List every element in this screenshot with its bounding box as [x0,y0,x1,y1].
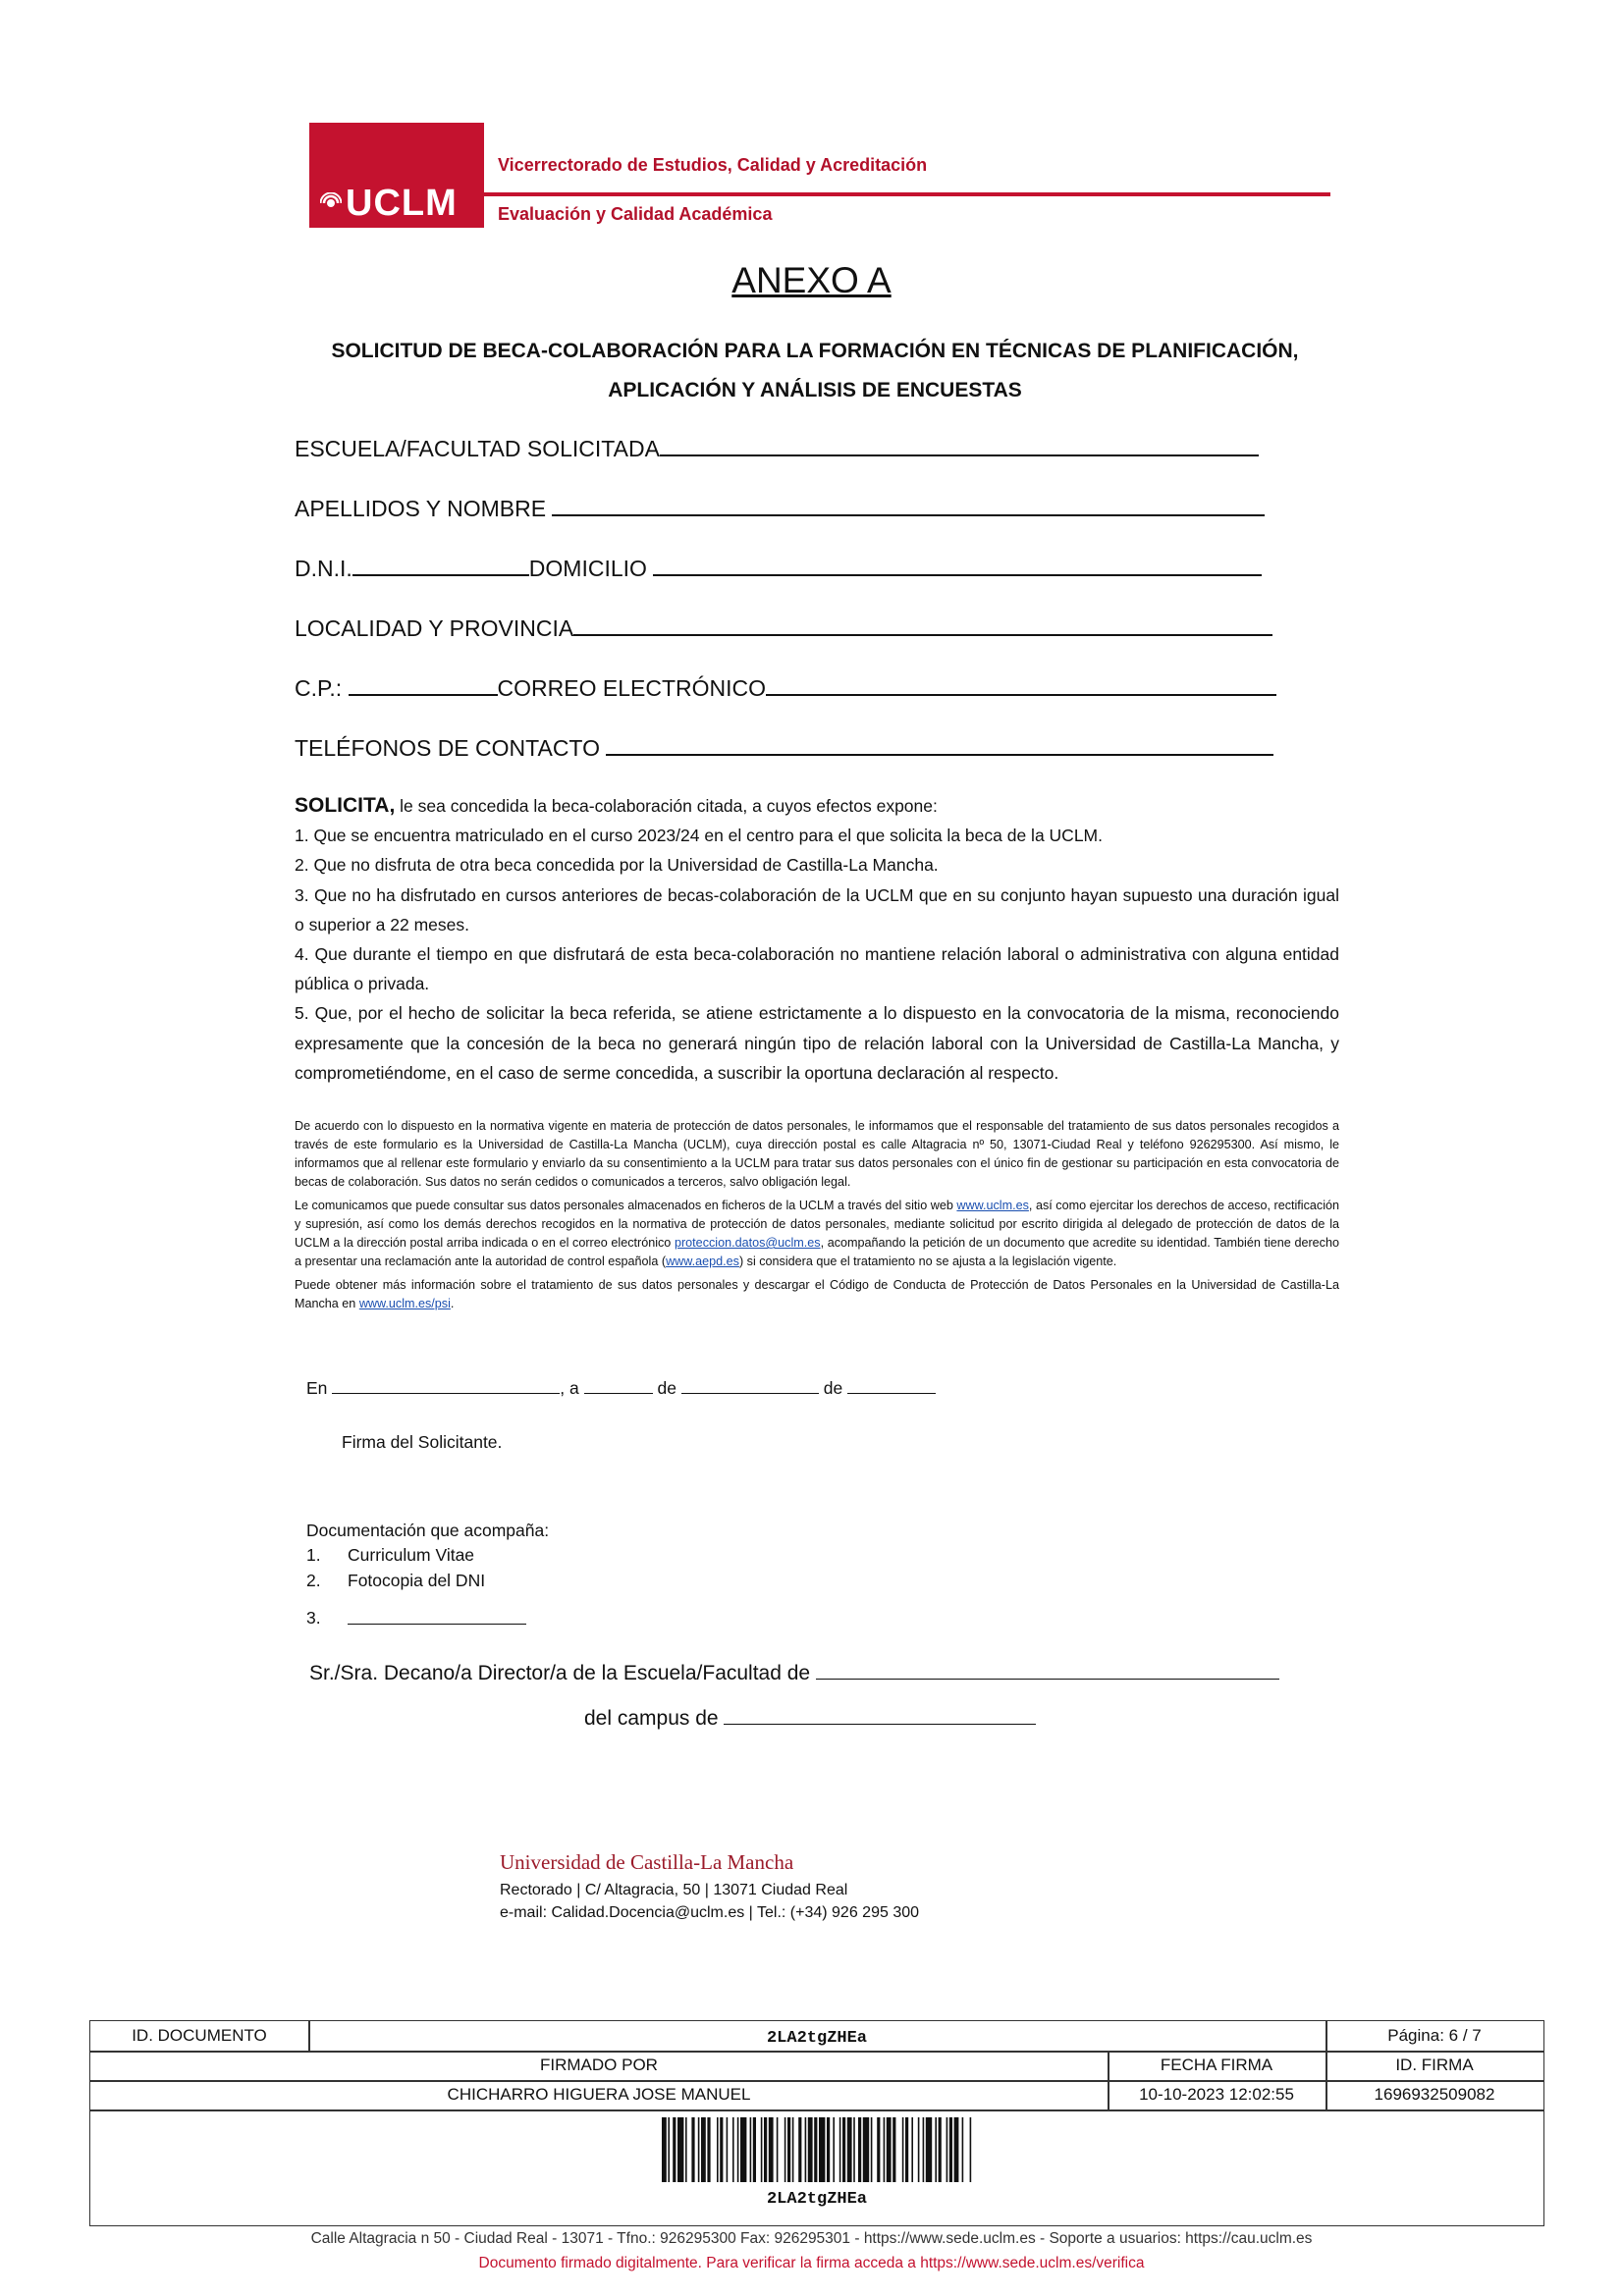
barcode-bar [808,2117,813,2182]
footer-address-block [500,1879,919,1924]
barcode-bar [853,2117,855,2182]
barcode-bar [720,2117,723,2182]
logo-text: UCLM [346,183,458,224]
barcode-bar [677,2117,683,2182]
docs-item-text: Curriculum Vitae [348,1545,475,1565]
footer-contact-line: Calle Altagracia n 50 - Ciudad Real - 13071 - Tfno.: 926295300 Fax: 926295301 - https://www.sede.uclm.es - Soporte a usuarios: https://cau.uclm.es [310,2230,1313,2247]
privacy-p3-text: Puede obtener más información sobre el tratamiento de sus datos personales y descargar el Código de Conducta de Protección de Datos Personales en la Universidad de Castilla-La Mancha en [295,1278,1339,1310]
docs-item-3 [306,1608,321,1629]
field-escuela [295,433,1259,462]
field-telefonos-label: TELÉFONOS DE CONTACTO [295,735,600,761]
privacy-p1: De acuerdo con lo dispuesto en la normativa vigente en materia de protección de datos personales, le informamos que el responsable del tratamiento de sus datos personales recogidos a través de este formulario es la Universidad de Castilla-La Mancha (UCLM), cuya dirección postal es calle Altagracia nº 50, 13071-Ciudad Real y teléfono 926295300. Así mismo, le informamos que al rellenar este formulario y enviarlo da su consentimiento a la UCLM para tratar sus datos personales con el único fin de gestionar su participación en esta convocatoria de becas de colaboración. Sus datos no serán cedidos o comunicados a terceros, salvo obligación legal. [295,1119,1339,1189]
id-documento-value: 2LA2tgZHEa [766,2028,868,2048]
field-apellidos-blank[interactable] [552,493,1265,516]
solicita-lead: SOLICITA, [295,794,396,817]
footer-contact: e-mail: Calidad.Docencia@uclm.es | Tel.: (+34) 926 295 300 [500,1904,920,1921]
barcode-bar [673,2117,676,2182]
date-place-blank[interactable] [332,1377,560,1394]
barcode-bar [668,2117,670,2182]
barcode-text: 2LA2tgZHEa [766,2189,868,2209]
sign-id: 1696932509082 [1374,2085,1495,2104]
solicita-item: 4. Que durante el tiempo en que disfrutará de esta beca-colaboración no mantiene relación laboral o administrativa con alguna entidad pública o privada. [295,944,1339,994]
page-indicator: Página: 6 / 7 [1387,2026,1482,2045]
solicita-section [295,791,1339,1088]
barcode-bar [691,2117,694,2182]
barcode-bar [717,2117,719,2182]
date-de-label: de [823,1378,843,1398]
privacy-p2-text: , así como ejercitar los derechos de acceso, rectificación y supresión, así como los demás derechos recogidos en la normativa de protección de datos personales, mediante solicitud por escrito dirigida al delegado de protección de datos de la UCLM a la dirección postal arriba indicada o en el correo electrónico [295,1199,1339,1250]
barcode-bar [753,2117,756,2182]
firma-label: Firma del Solicitante. [342,1432,503,1452]
barcode-bar [842,2117,845,2182]
date-de-label: de [657,1378,676,1398]
docs-item-text: Fotocopia del DNI [348,1571,486,1590]
header-evaluacion: Evaluación y Calidad Académica [498,204,773,224]
barcode-bar [939,2117,942,2182]
page-title: ANEXO A [731,260,892,300]
field-correo-blank[interactable] [766,672,1276,696]
barcode [662,2117,972,2182]
field-localidad-blank[interactable] [573,613,1272,636]
field-escuela-label: ESCUELA/FACULTAD SOLICITADA [295,436,660,461]
barcode-bar [727,2117,729,2182]
solicita-item: 2. Que no disfruta de otra beca concedida por la Universidad de Castilla-La Mancha. [295,855,939,876]
barcode-bar [871,2117,873,2182]
barcode-bar [954,2117,959,2182]
solicita-item: 5. Que, por el hecho de solicitar la beca referida, se atiene estrictamente a lo dispuesto en la convocatoria de la misma, reconociendo expresamente que la concesión de la beca no generará ningún tipo de relación laboral con la Universidad de Castilla-La Mancha, y comprometiéndome, en el caso de serme concedida, a suscribir la oportuna declaración al respecto. [295,1003,1339,1083]
field-apellidos [295,493,1265,522]
barcode-bar [662,2117,667,2182]
field-cp-label: C.P.: [295,675,343,701]
barcode-bar [877,2117,880,2182]
campus-label: del campus de [584,1707,719,1730]
privacy-p2 [295,1197,1339,1271]
docs-item-num: 1. [306,1545,321,1565]
solicita-lead-rest: le sea concedida la beca-colaboración citada, a cuyos efectos expone: [395,796,938,816]
field-apellidos-label: APELLIDOS Y NOMBRE [295,496,547,521]
barcode-bar [777,2117,779,2182]
field-escuela-blank[interactable] [660,433,1259,456]
campus-blank[interactable] [724,1706,1036,1725]
barcode-bar [787,2117,790,2182]
footer-email: e-mail: Calidad.Docencia@uclm.es [500,1904,745,1921]
aepd-link[interactable]: www.aepd.es [666,1255,739,1268]
field-dni-domicilio [295,553,1262,582]
header-vicerrectorado: Vicerrectorado de Estudios, Calidad y Acreditación [498,155,928,175]
docs-item-2 [306,1571,486,1591]
addressee-faculty-blank[interactable] [816,1661,1279,1680]
date-year-blank[interactable] [847,1377,936,1394]
signature-table [89,2020,1544,2226]
privacy-p2-text: , acompañando la petición de un documento que acredite su identidad. También tiene derecho a presentar una reclamación ante la autoridad de control española ( [295,1236,1339,1268]
privacy-p3-text: . [450,1297,455,1310]
field-cp-blank[interactable] [349,672,498,696]
field-localidad [295,613,1272,642]
field-telefonos-blank[interactable] [606,732,1273,756]
barcode-bar [761,2117,763,2182]
barcode-bar [949,2117,952,2182]
barcode-bar [685,2117,687,2182]
solicita-item: 3. Que no ha disfrutado en cursos anteriores de becas-colaboración de la UCLM que en su conjunto hayan supuesto una duración igual o superior a 22 meses. [295,884,1339,934]
barcode-bar [905,2117,908,2182]
uclm-link[interactable]: www.uclm.es [956,1199,1029,1212]
barcode-bar [911,2117,913,2182]
id-documento-label: ID. DOCUMENTO [132,2026,267,2045]
barcode-bar [839,2117,841,2182]
form-subtitle [295,332,1335,410]
barcode-bar [707,2117,710,2182]
field-localidad-label: LOCALIDAD Y PROVINCIA [295,615,574,641]
field-cp-correo [295,672,1276,702]
privacy-p2-text: ) si considera que el tratamiento no se ajusta a la legislación vigente. [738,1255,1117,1268]
date-day-blank[interactable] [584,1377,653,1394]
psi-link[interactable]: www.uclm.es/psi [358,1297,451,1310]
privacy-notice [295,1117,1339,1318]
proteccion-datos-link[interactable]: proteccion.datos@uclm.es [674,1236,821,1250]
barcode-bar [847,2117,852,2182]
addressee-label: Sr./Sra. Decano/a Director/a de la Escuela/Facultad de [309,1662,811,1684]
solicita-item: 1. Que se encuentra matriculado en el curso 2023/24 en el centro para el que solicita la beca de la UCLM. [295,826,1103,846]
subtitle-line-2: APLICACIÓN Y ANÁLISIS DE ENCUESTAS [608,379,1022,401]
barcode-bar [737,2117,739,2182]
barcode-bar [701,2117,706,2182]
barcode-bar [923,2117,925,2182]
barcode-bar [827,2117,830,2182]
barcode-bar [893,2117,895,2182]
signer-name: CHICHARRO HIGUERA JOSE MANUEL [447,2085,751,2104]
footer-tel: Tel.: (+34) 926 295 300 [757,1904,920,1921]
subtitle-line-1: SOLICITUD DE BECA-COLABORACIÓN PARA LA FORMACIÓN EN TÉCNICAS DE PLANIFICACIÓN, [331,340,1299,362]
barcode-bar [805,2117,807,2182]
barcode-bar [902,2117,904,2182]
docs-item-3-blank[interactable] [348,1608,526,1625]
barcode-bar [792,2117,794,2182]
docs-heading: Documentación que acompaña: [306,1521,550,1540]
footer-address: Rectorado | C/ Altagracia, 50 | 13071 Ciudad Real [500,1882,848,1898]
barcode-bar [858,2117,861,2182]
barcode-bar [764,2117,767,2182]
barcode-bar [833,2117,835,2182]
docs-item-num: 2. [306,1571,321,1590]
barcode-bar [814,2117,817,2182]
footer-verify-line: Documento firmado digitalmente. Para verificar la firma acceda a https://www.sede.uclm.es/verifica [478,2255,1145,2271]
barcode-bar [863,2117,869,2182]
barcode-bar [698,2117,700,2182]
barcode-bar [769,2117,774,2182]
barcode-bar [887,2117,892,2182]
table-divider [90,2109,1543,2111]
barcode-bar [732,2117,734,2182]
sign-date: 10-10-2023 12:02:55 [1139,2085,1294,2104]
field-correo-label: CORREO ELECTRÓNICO [497,675,767,701]
barcode-bar [819,2117,825,2182]
field-dni-blank[interactable] [352,553,529,576]
firmado-por-label: FIRMADO POR [540,2056,658,2074]
barcode-bar [926,2117,932,2182]
barcode-bar [970,2117,972,2182]
field-telefonos [295,732,1273,762]
barcode-bar [740,2117,746,2182]
docs-item-num: 3. [306,1608,321,1628]
field-dni-label: D.N.I. [295,556,352,581]
date-month-blank[interactable] [681,1377,819,1394]
uclm-logo-icon [320,192,342,214]
barcode-bar [947,2117,948,2182]
id-firma-label: ID. FIRMA [1395,2056,1474,2074]
barcode-bar [884,2117,886,2182]
barcode-bar [784,2117,786,2182]
addressee-line-1 [309,1661,1279,1685]
barcode-bar [935,2117,937,2182]
privacy-p2-text: Le comunicamos que puede consultar sus datos personales almacenados en ficheros de la UCLM a través del sitio web [295,1199,957,1212]
barcode-bar [962,2117,964,2182]
header-rule [484,192,1330,196]
addressee-line-2 [584,1706,1036,1731]
date-a-label: , a [560,1378,579,1398]
field-domicilio-blank[interactable] [653,553,1262,576]
fecha-firma-label: FECHA FIRMA [1160,2056,1273,2074]
barcode-bar [750,2117,752,2182]
privacy-p3 [295,1276,1339,1313]
date-line [306,1377,936,1399]
docs-item-1 [306,1545,475,1566]
field-domicilio-label: DOMICILIO [528,556,647,581]
date-en-label: En [306,1378,328,1398]
footer-university: Universidad de Castilla-La Mancha [500,1850,794,1874]
solicita-intro [295,791,1339,821]
barcode-bar [798,2117,801,2182]
barcode-bar [918,2117,920,2182]
